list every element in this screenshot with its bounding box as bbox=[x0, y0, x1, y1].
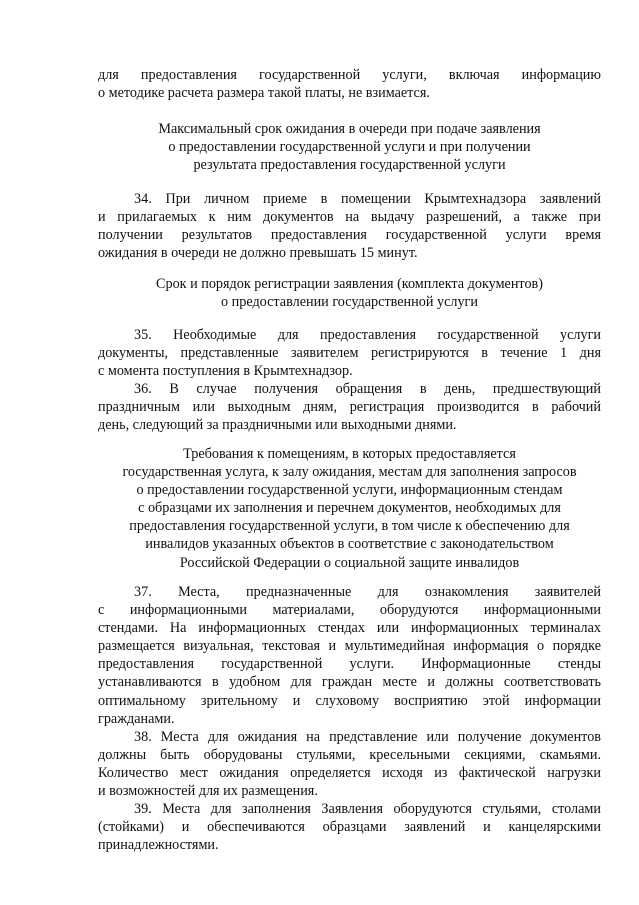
text-line: и возможностей для их размещения. bbox=[98, 783, 318, 800]
text-line: с информационными материалами, оборудуются информационными bbox=[98, 602, 601, 619]
heading-line: о предоставлении государственной услуги bbox=[221, 294, 478, 311]
text-line: оптимальному зрительному и слуховому восприятию этой информации bbox=[98, 692, 601, 709]
heading-line: предоставления государственной услуги, в том числе к обеспечению для bbox=[129, 518, 570, 535]
text-line: гражданами. bbox=[98, 710, 175, 727]
intro-paragraph bbox=[98, 66, 601, 102]
heading-line: Срок и порядок регистрации заявления (комплекта документов) bbox=[156, 276, 543, 292]
text-line: устанавливаются в удобном для граждан месте и должны соответствовать bbox=[98, 674, 601, 691]
heading-waiting-time bbox=[98, 120, 601, 174]
text-line: 35. Необходимые для предоставления государственной услуги bbox=[134, 327, 601, 343]
text-line: должны быть оборудованы стульями, кресельными секциями, скамьями. bbox=[98, 747, 601, 764]
heading-premises bbox=[98, 445, 601, 572]
text-line: с момента поступления в Крымтехнадзор. bbox=[98, 363, 353, 380]
text-line: о методике расчета размера такой платы, не взимается. bbox=[98, 85, 430, 102]
text-line: Количество мест ожидания определяется исходя из фактической нагрузки bbox=[98, 765, 601, 782]
text-line: ожидания в очереди не должно превышать 15 минут. bbox=[98, 245, 418, 262]
heading-line: о предоставлении государственной услуги, информационным стендам bbox=[136, 482, 563, 499]
heading-registration bbox=[98, 275, 601, 311]
paragraph-37 bbox=[98, 583, 601, 728]
text-line: (стойками) и обеспечиваются образцами заявлений и канцелярскими bbox=[98, 819, 601, 836]
text-line: 34. При личном приеме в помещении Крымтехнадзора заявлений bbox=[134, 191, 601, 207]
text-line: для предоставления государственной услуги, включая информацию bbox=[98, 67, 601, 83]
text-line: 38. Места для ожидания на представление или получение документов bbox=[134, 729, 601, 745]
heading-line: Российской Федерации о социальной защите инвалидов bbox=[179, 554, 520, 571]
paragraph-35 bbox=[98, 326, 601, 380]
text-line: и прилагаемых к ним документов на выдачу разрешений, а также при bbox=[98, 209, 601, 226]
text-line: 36. В случае получения обращения в день, предшествующий bbox=[134, 381, 601, 397]
heading-line: Максимальный срок ожидания в очереди при подаче заявления bbox=[158, 121, 541, 137]
text-line: размещается визуальная, текстовая и мультимедийная информация о порядке bbox=[98, 638, 601, 655]
text-line: стендами. На информационных стендах или информационных терминалах bbox=[98, 620, 601, 637]
text-line: день, следующий за праздничными или выходными днями. bbox=[98, 417, 457, 434]
text-line: получении результатов предоставления государственной услуги время bbox=[98, 227, 601, 244]
paragraph-34 bbox=[98, 190, 601, 262]
text-line: документы, представленные заявителем регистрируются в течение 1 дня bbox=[98, 345, 601, 362]
text-line: предоставления государственной услуги. Информационные стенды bbox=[98, 656, 601, 673]
paragraph-38 bbox=[98, 728, 601, 800]
text-line: праздничным или выходным дням, регистрация производится в рабочий bbox=[98, 399, 601, 416]
paragraph-39 bbox=[98, 800, 601, 854]
heading-line: результата предоставления государственной услуги bbox=[193, 157, 506, 174]
text-line: принадлежностями. bbox=[98, 837, 219, 854]
heading-line: о предоставлении государственной услуги и при получении bbox=[168, 139, 531, 156]
paragraph-36 bbox=[98, 380, 601, 434]
heading-line: Требования к помещениям, в которых предоставляется bbox=[183, 446, 516, 462]
heading-line: государственная услуга, к залу ожидания, местам для заполнения запросов bbox=[122, 464, 577, 481]
text-line: 39. Места для заполнения Заявления оборудуются стульями, столами bbox=[134, 801, 601, 817]
text-line: 37. Места, предназначенные для ознакомления заявителей bbox=[134, 584, 601, 600]
heading-line: инвалидов указанных объектов в соответствие с законодательством bbox=[145, 536, 554, 553]
heading-line: с образцами их заполнения и перечнем документов, необходимых для bbox=[138, 500, 561, 517]
